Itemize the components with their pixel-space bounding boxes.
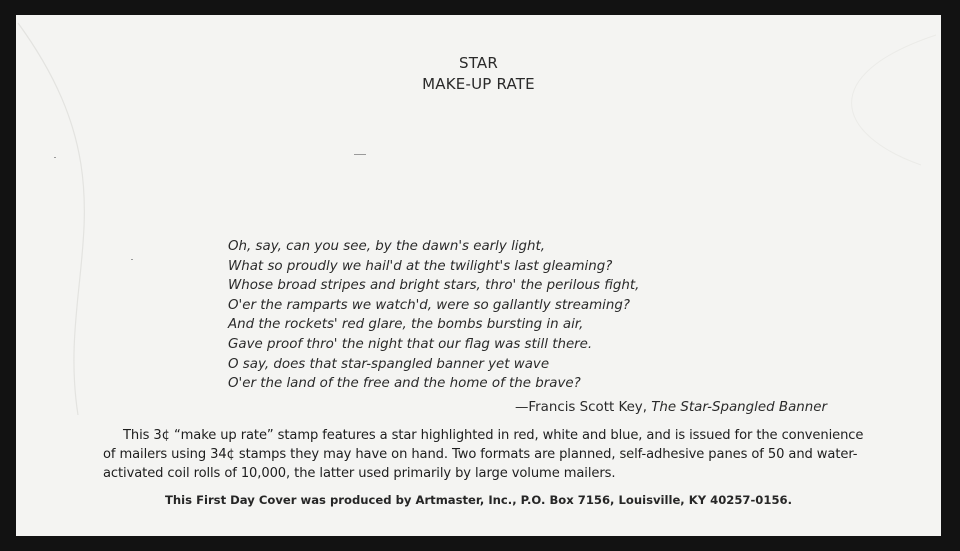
- verse-line: What so proudly we hail'd at the twilight's last gleaming?: [228, 258, 613, 274]
- description-line: This 3¢ “make up rate” stamp features a star highlighted in red, white and blue, and is issued for the: [123, 428, 778, 443]
- paper-speck: [354, 154, 366, 155]
- description-line: of 50 and water-activated coil rolls of 10,000, the latter used primarily by large volume mailers.: [103, 447, 858, 481]
- stamp-description: [103, 426, 873, 483]
- cachet-title-line2: MAKE-UP RATE: [422, 75, 535, 93]
- verse-attribution: [515, 400, 827, 415]
- producer-credit: This First Day Cover was produced by Artmaster, Inc., P.O. Box 7156, Louisville, KY 40257-0156.: [165, 493, 792, 507]
- verse-line: Whose broad stripes and bright stars, thro' the perilous fight,: [228, 278, 640, 294]
- attribution-work: The Star-Spangled Banner: [651, 400, 827, 415]
- paper-speck: [131, 259, 133, 260]
- verse-line: And the rockets' red glare, the bombs bursting in air,: [228, 317, 584, 333]
- paper-speck: [54, 157, 56, 158]
- attribution-author: —Francis Scott Key,: [515, 400, 652, 415]
- anthem-verse: [228, 237, 639, 394]
- description-line: convenience of mailers using 34¢ stamps they may have on hand. Two formats are planned, self-adhesive panes: [103, 428, 864, 462]
- cachet-title-line1: STAR: [458, 54, 498, 72]
- verse-line: O'er the ramparts we watch'd, were so gallantly streaming?: [228, 297, 630, 313]
- cachet-title: [16, 53, 941, 95]
- verse-line: O say, does that star-spangled banner yet wave: [228, 356, 550, 372]
- verse-line: Gave proof thro' the night that our flag was still there.: [228, 336, 593, 352]
- verse-line: O'er the land of the free and the home of the brave?: [228, 376, 581, 392]
- verse-line: Oh, say, can you see, by the dawn's early light,: [228, 239, 546, 254]
- envelope-back: [16, 15, 941, 536]
